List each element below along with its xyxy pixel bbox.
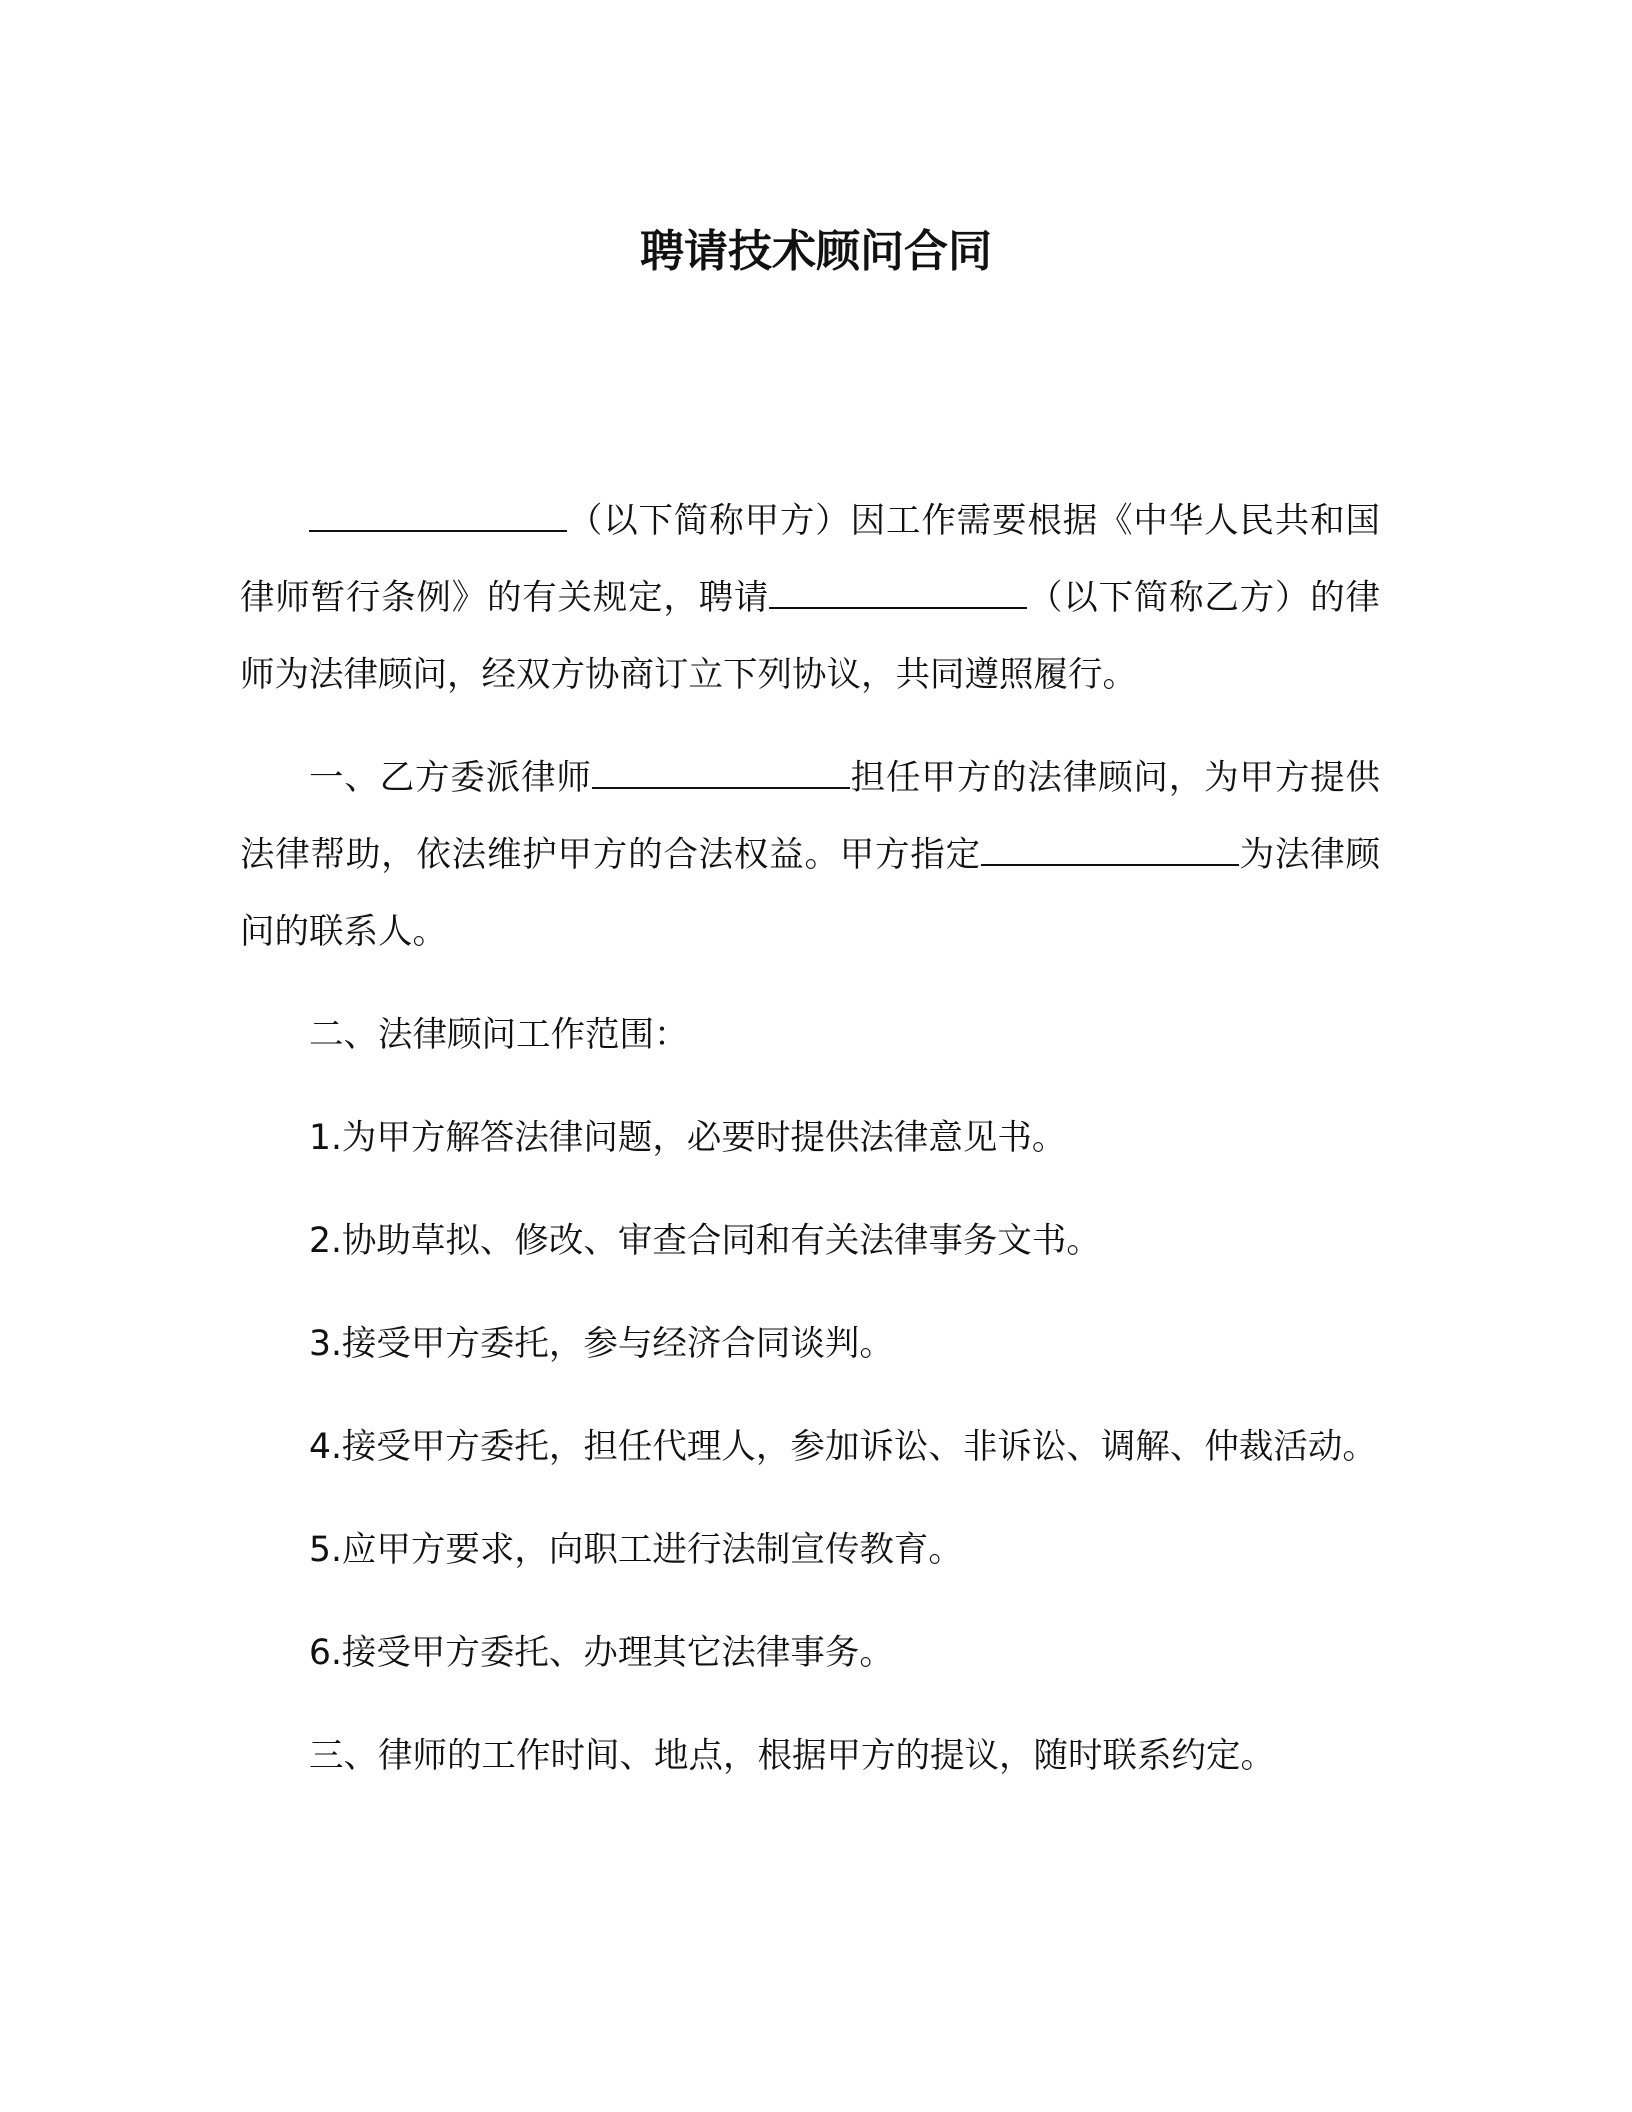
- assigned-lawyer-blank[interactable]: [592, 751, 850, 789]
- clause-1-text-2: 担任甲方的法律顾问，为甲方提供法律帮助，依法维护甲方的合法权益。甲方指定: [240, 758, 1381, 875]
- party-b-name-blank[interactable]: [769, 571, 1027, 609]
- document-body: [240, 483, 1380, 1795]
- clause-3-paragraph: 三、律师的工作时间、地点，根据甲方的提议，随时联系约定。: [309, 1736, 1275, 1776]
- party-a-name-blank[interactable]: [309, 494, 567, 532]
- document-title: 聘请技术顾问合同: [640, 226, 992, 277]
- clause-1-paragraph: [240, 740, 1380, 971]
- preamble-text-2: （以下简称乙方）的律师为法律顾问，经双方协商订立下列协议，共同遵照履行。: [240, 578, 1381, 695]
- scope-item: 1.为甲方解答法律问题，必要时提供法律意见书。: [309, 1118, 1067, 1158]
- scope-item: 6.接受甲方委托、办理其它法律事务。: [309, 1633, 894, 1673]
- scope-item: 3.接受甲方委托，参与经济合同谈判。: [309, 1324, 894, 1364]
- scope-item: 4.接受甲方委托，担任代理人，参加诉讼、非诉讼、调解、仲裁活动。: [309, 1427, 1377, 1467]
- preamble-paragraph: [240, 483, 1380, 714]
- contact-person-blank[interactable]: [981, 828, 1239, 866]
- scope-item: 5.应甲方要求，向职工进行法制宣传教育。: [309, 1530, 963, 1570]
- clause-2-heading: 二、法律顾问工作范围：: [309, 1015, 689, 1055]
- scope-item: 2.协助草拟、修改、审查合同和有关法律事务文书。: [309, 1221, 1101, 1261]
- clause-1-text-3: 为法律顾问的联系人。: [240, 835, 1381, 952]
- preamble-text-1: （以下简称甲方）因工作需要根据《中华人民共和国律师暂行条例》的有关规定，聘请: [240, 501, 1380, 618]
- clause-1-text-1: 一、乙方委派律师: [309, 758, 592, 798]
